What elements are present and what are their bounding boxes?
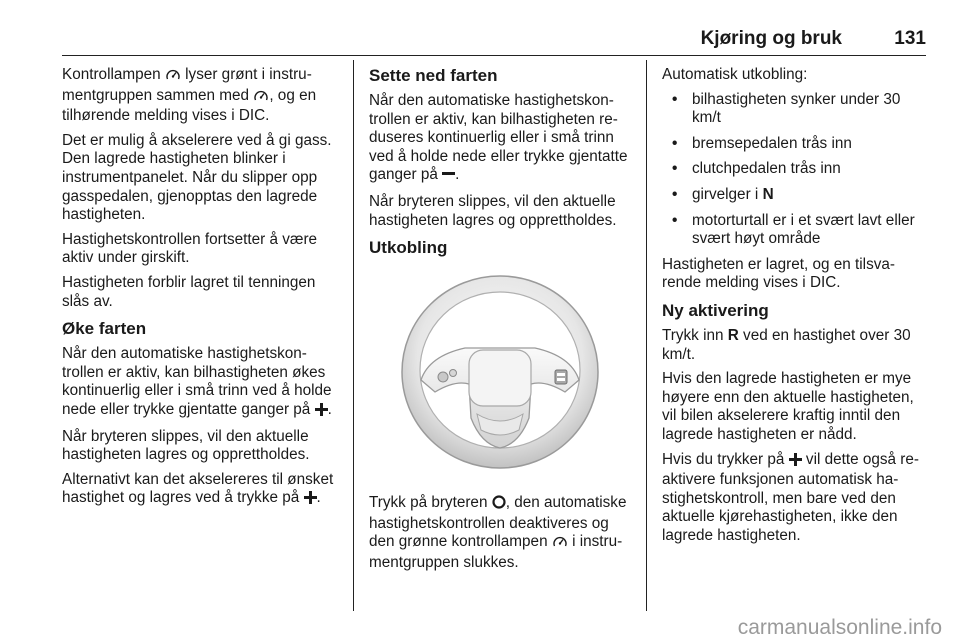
column-divider-2 (646, 60, 647, 611)
column-divider-1 (353, 60, 354, 611)
cruise-control-icon (253, 89, 269, 108)
paragraph-accelerate: Det er mulig å akselerere ved å gi gass. Den lagrede hastigheten blinker i instrumentpanelet. Når du slipper opp gasspedalen, gjenopptas den lagrede hastigheten. (62, 131, 332, 224)
paragraph-ignition: Hastigheten forblir lagret til tenningen slås av. (62, 273, 316, 310)
heading-disengage: Utkobling (369, 238, 448, 258)
watermark: carmanualsonline.info (737, 616, 942, 639)
minus-icon (442, 168, 455, 187)
column-1 (62, 66, 342, 516)
header-rule (62, 55, 926, 56)
heading-decrease-speed: Sette ned farten (369, 66, 498, 85)
paragraph-alternative: Alternativt kan det akselereres til ønsket hastighet og lagres ved å trykke på . (62, 471, 342, 510)
paragraph-release-1: Når bryteren slippes, vil den aktuelle hastigheten lagres og opprettholdes. (62, 427, 310, 464)
heading-reactivate: Ny aktivering (662, 300, 769, 320)
paragraph-press-r: Trykk inn R ved en hastighet over 30 km/t. (662, 326, 911, 363)
section-title: Kjøring og bruk (700, 28, 842, 49)
circle-icon (492, 495, 506, 515)
column-3 (662, 66, 928, 551)
page-number: 131 (894, 28, 926, 49)
paragraph-decrease: Når den automatiske hastighetskontrollen er aktiv, kan bilhastigheten reduseres kontinuerlig eller i små trinn ved å holde nede eller trykke gjentatte ganger på . (369, 92, 635, 187)
list-item: • girvelger i N (662, 186, 928, 205)
paragraph-strong-accel: Hvis den lagrede hastigheten er mye høyere enn den aktuelle hastigheten, vil bilen akselerere kraftig inntil den lagrede hastigheten er nådd. (662, 370, 914, 443)
page-header (0, 28, 960, 52)
paragraph-lamp: Kontrollampen lyser grønt i instrumentgruppen sammen med , og en tilhørende melding vises i DIC. (62, 66, 317, 125)
list-item: • motorturtall er i et svært lavt eller svært høyt område (662, 212, 928, 249)
plus-icon (789, 453, 802, 472)
column-2 (369, 66, 635, 579)
paragraph-plus-reactivate: Hvis du trykker på vil dette også reaktivere funksjonen automatisk hastighetskontroll, men bare ved den aktuelle kjørehastigheten, ikke den lagrede hastigheten. (662, 450, 920, 544)
paragraph-gearshift: Hastighetskontrollen fortsetter å være aktiv under girskift. (62, 230, 318, 267)
paragraph-auto-disengage: Automatisk utkobling: (662, 66, 808, 83)
list-item: • clutchpedalen trås inn (662, 160, 928, 179)
paragraph-switch-off: Trykk på bryteren , den automatiske hastighetskontrollen deaktiveres og den grønne kontrollampen i instrumentgruppen slukkes. (369, 494, 627, 571)
paragraph-release-2: Når bryteren slippes, vil den aktuelle hastigheten lagres og opprettholdes. (369, 192, 617, 229)
paragraph-increase: Når den automatiske hastighetskontrollen er aktiv, kan bilhastigheten økes kontinuerlig eller i små trinn ved å holde nede eller trykke gjentatte ganger på . (62, 345, 342, 421)
steering-wheel-illustration (369, 268, 631, 480)
disengage-conditions-list (662, 91, 928, 249)
cruise-control-icon (165, 68, 181, 87)
cruise-control-icon (552, 535, 568, 554)
list-item: • bremsepedalen trås inn (662, 135, 928, 154)
list-item: • bilhastigheten synker under 30 km/t (662, 91, 928, 128)
plus-icon (304, 491, 317, 510)
heading-increase-speed: Øke farten (62, 319, 147, 339)
plus-icon (315, 403, 328, 422)
paragraph-stored: Hastigheten er lagret, og en tilsvarende melding vises i DIC. (662, 255, 895, 292)
